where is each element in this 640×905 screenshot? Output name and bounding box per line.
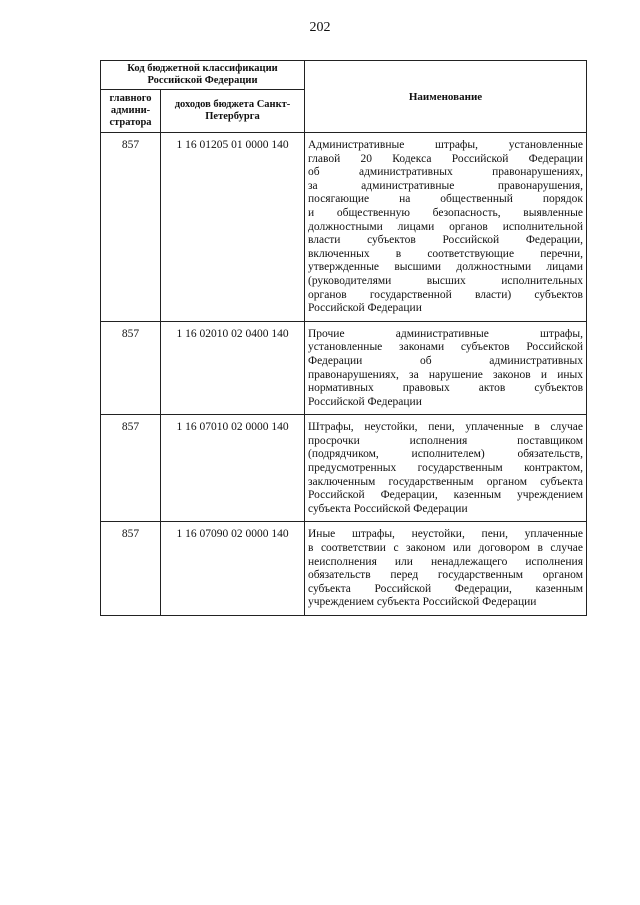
name-line: заключенным государственным органом субъекта <box>308 475 583 488</box>
name-line: и общественную безопасность, выявленные <box>308 206 583 219</box>
name-line: неисполнения или ненадлежащего исполнения <box>308 555 583 568</box>
name-line: Российской Федерации, казенным учреждением <box>308 489 583 502</box>
name-line: правонарушениях, за нарушение законов и иных <box>308 368 583 381</box>
name-line: должностными лицами органов исполнительной <box>308 220 583 233</box>
budget-classification-table <box>100 60 587 616</box>
name-line: Российской Федерации <box>308 395 422 408</box>
admin-code-cell: 857 <box>101 415 161 522</box>
header-revenue: доходов бюджета Санкт-Петербурга <box>161 90 305 133</box>
table-row <box>101 522 587 616</box>
revenue-code-cell: 1 16 01205 01 0000 140 <box>161 133 305 322</box>
name-line: об административных правонарушениях, <box>308 166 583 179</box>
name-line: Российской Федерации <box>308 302 422 315</box>
table-row <box>101 415 587 522</box>
name-line: главой 20 Кодекса Российской Федерации <box>308 152 583 165</box>
name-line: включенных в соответствующие перечни, <box>308 247 583 260</box>
name-cell <box>305 415 587 522</box>
revenue-code-cell: 1 16 07090 02 0000 140 <box>161 522 305 616</box>
name-line: просрочки исполнения поставщиком <box>308 434 583 447</box>
header-admin: главного админи-стратора <box>101 90 161 133</box>
name-line: учреждением субъекта Российской Федерации <box>308 596 537 609</box>
table-row <box>101 321 587 415</box>
page-number: 202 <box>309 20 331 35</box>
revenue-code-cell: 1 16 07010 02 0000 140 <box>161 415 305 522</box>
name-line: нормативных правовых актов субъектов <box>308 382 583 395</box>
name-cell <box>305 133 587 322</box>
name-line: Штрафы, неустойки, пени, уплаченные в случае <box>308 421 583 434</box>
name-line: предусмотренных государственным контрактом, <box>308 462 583 475</box>
header-name: Наименование <box>305 61 587 133</box>
admin-code-cell: 857 <box>101 522 161 616</box>
header-budget-code-group: Код бюджетной классификации Российской Федерации <box>101 61 305 90</box>
name-line: (руководителями высших исполнительных <box>308 274 583 287</box>
name-line: власти субъектов Российской Федерации, <box>308 234 583 247</box>
name-line: органов государственной власти) субъектов <box>308 288 583 301</box>
name-line: за административные правонарушения, <box>308 179 583 192</box>
name-line: утвержденные высшими должностными лицами <box>308 261 583 274</box>
name-line: обязательств перед государственным органом <box>308 569 583 582</box>
name-cell <box>305 522 587 616</box>
name-line: субъекта Российской Федерации, казенным <box>308 582 583 595</box>
name-line: в соответствии с законом или договором в случае <box>308 542 583 555</box>
name-line: Федерации об административных <box>308 354 583 367</box>
name-line: субъекта Российской Федерации <box>308 502 468 515</box>
table-body <box>101 133 587 616</box>
name-line: посягающие на общественный порядок <box>308 193 583 206</box>
revenue-code-cell: 1 16 02010 02 0400 140 <box>161 321 305 415</box>
admin-code-cell: 857 <box>101 133 161 322</box>
name-cell <box>305 321 587 415</box>
name-line: Административные штрафы, установленные <box>308 139 583 151</box>
table-row <box>101 133 587 322</box>
name-line: установленные законами субъектов Российской <box>308 341 583 354</box>
name-line: Прочие административные штрафы, <box>308 327 583 340</box>
name-line: Иные штрафы, неустойки, пени, уплаченные <box>308 528 583 541</box>
name-line: (подрядчиком, исполнителем) обязательств, <box>308 448 583 461</box>
admin-code-cell: 857 <box>101 321 161 415</box>
